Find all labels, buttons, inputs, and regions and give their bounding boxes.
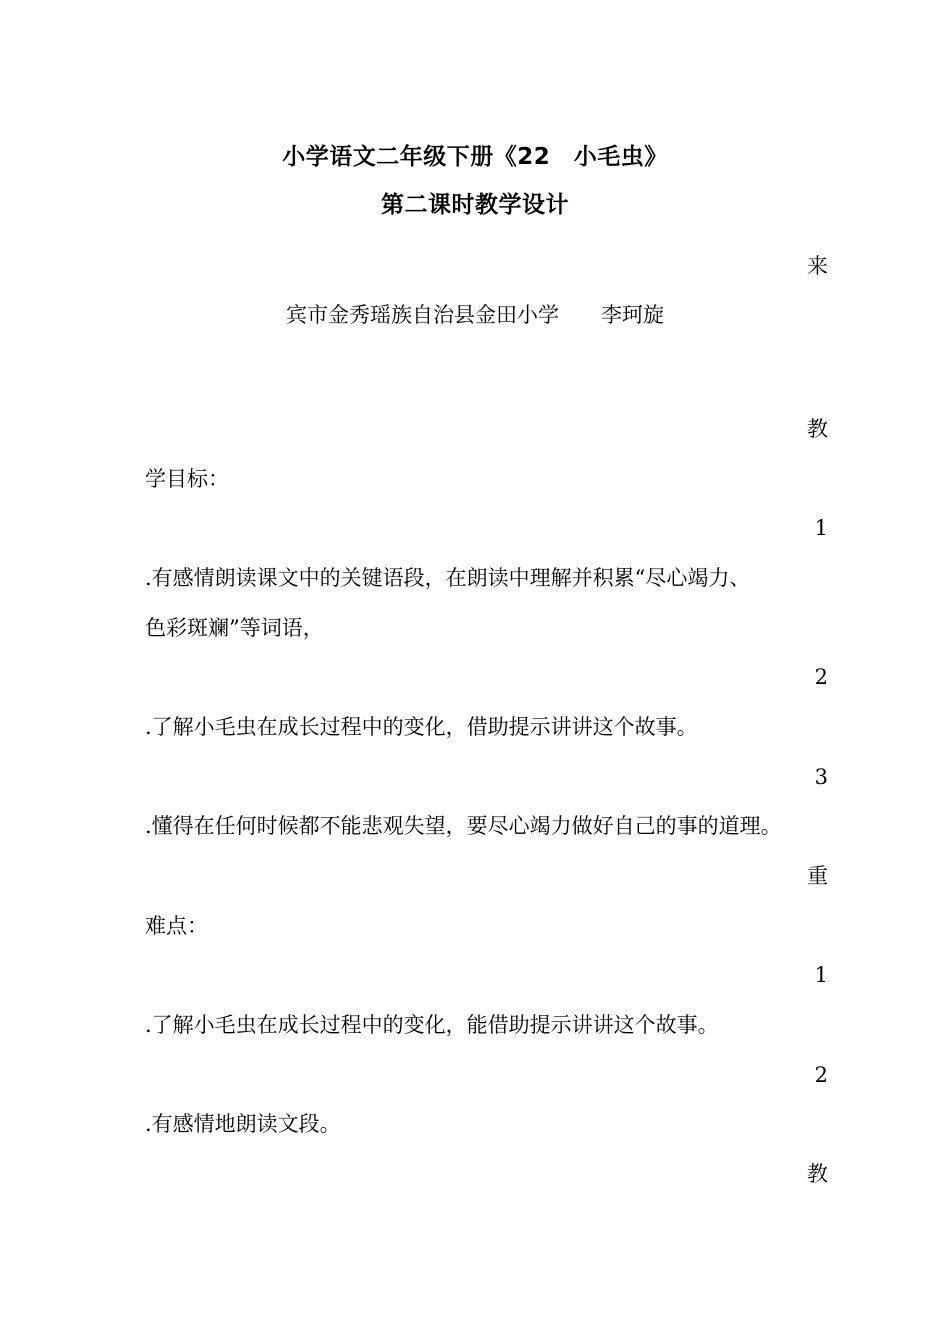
key-points-heading: 难点： bbox=[145, 914, 208, 938]
key-point-1: .了解小毛虫在成长过程中的变化，能借助提示讲讲这个故事。 bbox=[145, 1013, 719, 1037]
document-title-line2: 第二课时教学设计 bbox=[381, 192, 569, 218]
text-fragment-lai: 来 bbox=[807, 254, 828, 278]
key-point-2: .有感情地朗读文段。 bbox=[145, 1112, 341, 1136]
goal-1-line-b: 色彩斑斓”等词语， bbox=[145, 616, 324, 640]
text-fragment-jiao: 教 bbox=[807, 417, 828, 441]
goal-number-3: 3 bbox=[814, 765, 828, 789]
text-fragment-zhong: 重 bbox=[807, 864, 828, 888]
text-fragment-jiao-2: 教 bbox=[807, 1162, 828, 1186]
goals-heading: 学目标： bbox=[145, 467, 229, 491]
goal-number-1: 1 bbox=[814, 516, 828, 540]
key-point-number-2: 2 bbox=[814, 1063, 828, 1087]
goal-2: .了解小毛虫在成长过程中的变化，借助提示讲讲这个故事。 bbox=[145, 715, 698, 739]
goal-number-2: 2 bbox=[814, 665, 828, 689]
goal-3: .懂得在任何时候都不能悲观失望，要尽心竭力做好自己的事的道理。 bbox=[145, 814, 782, 838]
author-line: 宾市金秀瑶族自治县金田小学 李珂旋 bbox=[286, 303, 664, 327]
goal-1-line-a: .有感情朗读课文中的关键语段，在朗读中理解并积累“尽心竭力、 bbox=[145, 566, 751, 590]
key-point-number-1: 1 bbox=[814, 963, 828, 987]
document-title-line1: 小学语文二年级下册《22 小毛虫》 bbox=[282, 144, 668, 170]
